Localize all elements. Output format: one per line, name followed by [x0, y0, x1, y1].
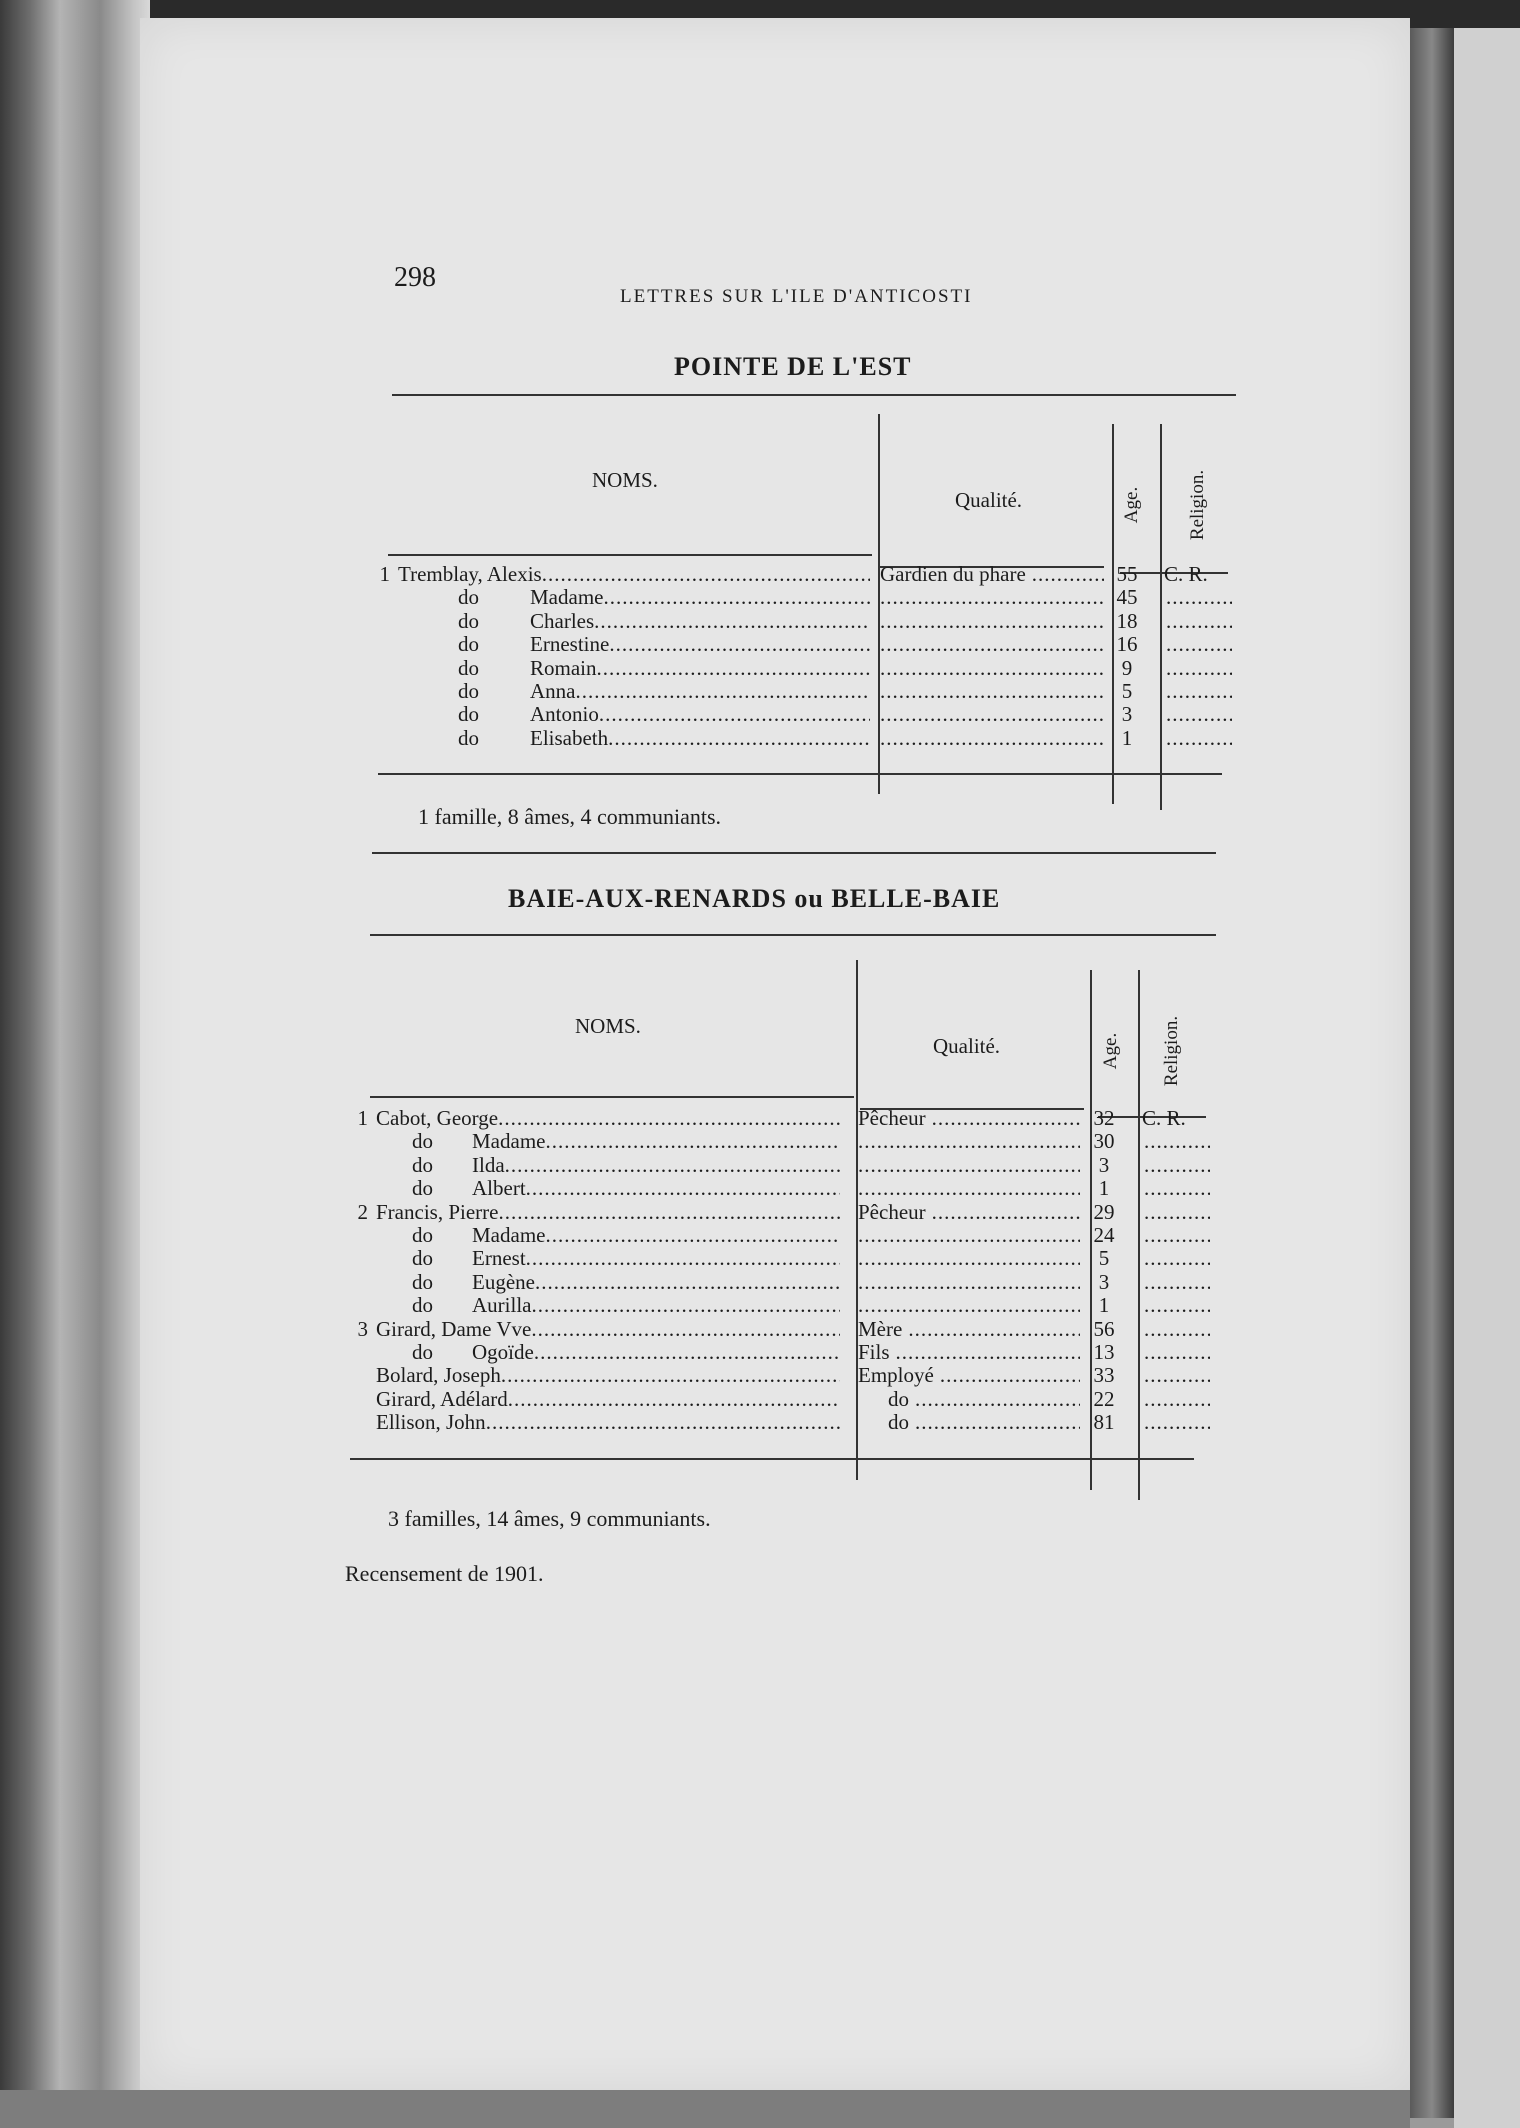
- header-rule-noms: [388, 554, 872, 556]
- table-row: [0, 1293, 1520, 1317]
- ditto-mark: do: [412, 1152, 433, 1177]
- qualite: [880, 702, 1104, 726]
- qualite: [858, 1200, 1080, 1224]
- table-top-rule: [392, 394, 1236, 396]
- leader-dots: [880, 585, 1104, 609]
- person-name: [472, 1153, 840, 1177]
- leader-dots: [908, 1317, 1080, 1341]
- table-bottom-rule: [378, 773, 1222, 775]
- section-summary: 1 famille, 8 âmes, 4 communiants.: [418, 804, 722, 829]
- person-name: [530, 585, 870, 609]
- table-row: [0, 656, 1520, 680]
- qualite: [880, 656, 1104, 680]
- leader-dots: [545, 1223, 840, 1247]
- table-top-rule: [370, 934, 1216, 936]
- person-name-text: Cabot, George: [376, 1106, 499, 1130]
- person-name-text: Girard, Adélard: [376, 1386, 508, 1411]
- person-name: [376, 1387, 840, 1411]
- religion: [1142, 1410, 1210, 1434]
- header-religion: Religion.: [1187, 469, 1208, 541]
- ditto-mark: do: [412, 1293, 433, 1318]
- leader-dots: [531, 1293, 840, 1317]
- qualite: [858, 1129, 1080, 1153]
- qualite: [888, 1387, 1080, 1411]
- leader-dots: [880, 632, 1104, 656]
- table-row: [0, 726, 1520, 750]
- qualite: [858, 1317, 1080, 1341]
- table-row: [0, 1363, 1520, 1387]
- leader-dots: [603, 585, 870, 609]
- leader-dots: [576, 679, 871, 703]
- leader-dots: [599, 702, 870, 726]
- person-name: [530, 609, 870, 633]
- table-row: [0, 1387, 1520, 1411]
- religion: [1142, 1176, 1210, 1200]
- family-number: 3: [357, 1316, 368, 1341]
- person-name: [472, 1270, 840, 1294]
- person-name-text: Elisabeth: [530, 725, 609, 750]
- age-value: 55: [1116, 562, 1138, 586]
- person-name: [472, 1340, 840, 1364]
- person-name: [376, 1317, 840, 1341]
- ditto-mark: do: [412, 1340, 433, 1364]
- person-name: [472, 1176, 840, 1200]
- page-gutter: [1410, 28, 1454, 2118]
- table-row: [0, 1270, 1520, 1294]
- leader-dots: [531, 1317, 840, 1341]
- scan-bottom-border: [0, 2090, 1410, 2128]
- age-value: 33: [1093, 1363, 1115, 1388]
- header-age: Age.: [1121, 486, 1142, 524]
- leader-dots: [534, 1340, 840, 1364]
- ditto-mark: do: [412, 1129, 433, 1154]
- person-name: [530, 726, 870, 750]
- age-value: 81: [1093, 1410, 1115, 1435]
- leader-dots: [880, 609, 1104, 633]
- ditto-mark: do: [412, 1269, 433, 1294]
- age-value: 5: [1098, 1246, 1110, 1271]
- qualite-text: Fils: [858, 1340, 890, 1364]
- facing-page: [1454, 28, 1520, 2128]
- religion: [1142, 1293, 1210, 1317]
- religion: [1164, 609, 1232, 633]
- age-value: 24: [1093, 1223, 1115, 1247]
- table-row: [0, 1106, 1520, 1130]
- person-name: [376, 1410, 840, 1434]
- qualite: [858, 1246, 1080, 1270]
- table-row: [0, 702, 1520, 726]
- leader-dots: [508, 1387, 840, 1411]
- family-number: 1: [379, 562, 390, 586]
- person-name-text: Albert: [472, 1176, 526, 1201]
- section-separator-rule: [372, 852, 1216, 854]
- person-name-text: Ernestine: [530, 632, 610, 657]
- leader-dots: [501, 1363, 840, 1387]
- qualite: [858, 1106, 1080, 1130]
- age-value: 3: [1098, 1152, 1110, 1177]
- qualite: [858, 1176, 1080, 1200]
- person-name: [376, 1200, 840, 1224]
- header-qualite: Qualité.: [933, 1034, 1001, 1058]
- person-name-text: Ernest: [472, 1246, 526, 1271]
- person-name-text: Madame: [472, 1129, 546, 1154]
- person-name-text: Girard, Dame Vve: [376, 1316, 532, 1341]
- qualite-text: do: [888, 1410, 909, 1435]
- leader-dots: [505, 1153, 840, 1177]
- age-value: 18: [1116, 608, 1138, 633]
- religion: [1142, 1387, 1210, 1411]
- section-summary: 3 familles, 14 âmes, 9 communiants.: [388, 1506, 711, 1531]
- religion: [1142, 1200, 1210, 1224]
- section-title-pointe-de-lest: POINTE DE L'EST: [674, 352, 912, 381]
- leader-dots: [608, 726, 870, 750]
- person-name-text: Madame: [530, 585, 604, 610]
- qualite-text: Pêcheur: [858, 1199, 926, 1224]
- person-name: [472, 1246, 840, 1270]
- table-bottom-rule: [350, 1458, 1194, 1460]
- person-name-text: Aurilla: [472, 1293, 532, 1318]
- qualite: [880, 562, 1104, 586]
- table-row: [0, 1129, 1520, 1153]
- qualite: [858, 1223, 1080, 1247]
- qualite: [880, 585, 1104, 609]
- leader-dots: [940, 1363, 1080, 1387]
- religion: [1142, 1270, 1210, 1294]
- religion: C. R.: [1142, 1106, 1186, 1130]
- age-value: 1: [1098, 1176, 1110, 1201]
- age-value: 13: [1093, 1340, 1115, 1364]
- person-name-text: Ellison, John: [376, 1410, 486, 1435]
- leader-dots: [880, 702, 1104, 726]
- person-name: [530, 632, 870, 656]
- ditto-mark: do: [458, 655, 479, 680]
- qualite: [858, 1270, 1080, 1294]
- person-name-text: Tremblay, Alexis: [398, 562, 542, 586]
- religion: [1142, 1153, 1210, 1177]
- family-number: 2: [357, 1199, 368, 1224]
- age-value: 22: [1093, 1386, 1115, 1411]
- leader-dots: [535, 1270, 840, 1294]
- person-name: [530, 702, 870, 726]
- person-name: [376, 1363, 840, 1387]
- table-row: [0, 1153, 1520, 1177]
- person-name: [376, 1106, 840, 1130]
- leader-dots: [597, 656, 871, 680]
- leader-dots: [545, 1129, 840, 1153]
- leader-dots: [609, 632, 870, 656]
- age-value: 30: [1093, 1129, 1115, 1154]
- religion: [1164, 702, 1232, 726]
- table-row: [0, 1223, 1520, 1247]
- person-name-text: Romain: [530, 655, 597, 680]
- book-left-edge: [0, 0, 150, 2128]
- ditto-mark: do: [412, 1176, 433, 1201]
- religion: [1142, 1340, 1210, 1364]
- qualite: [880, 632, 1104, 656]
- person-name: [530, 656, 870, 680]
- person-name-text: Ilda: [472, 1152, 505, 1177]
- footnote: Recensement de 1901.: [345, 1561, 544, 1586]
- religion: [1142, 1317, 1210, 1341]
- leader-dots: [932, 1200, 1080, 1224]
- religion: [1164, 632, 1232, 656]
- qualite-text: Employé: [858, 1363, 934, 1388]
- person-name-text: Ogoïde: [472, 1340, 534, 1364]
- qualite: [858, 1363, 1080, 1387]
- leader-dots: [498, 1106, 840, 1130]
- leader-dots: [858, 1153, 1080, 1177]
- person-name: [398, 562, 870, 586]
- person-name-text: Anna: [530, 679, 576, 703]
- person-name-text: Charles: [530, 608, 595, 633]
- religion: [1164, 726, 1232, 750]
- header-noms: NOMS.: [575, 1014, 641, 1038]
- qualite: [880, 679, 1104, 703]
- religion: [1164, 656, 1232, 680]
- age-value: 3: [1121, 702, 1133, 727]
- leader-dots: [858, 1223, 1080, 1247]
- age-value: 1: [1121, 725, 1133, 750]
- leader-dots: [594, 609, 870, 633]
- leader-dots: [486, 1410, 840, 1434]
- qualite-text: Pêcheur: [858, 1106, 926, 1130]
- qualite-text: Gardien du phare: [880, 562, 1026, 586]
- leader-dots: [858, 1246, 1080, 1270]
- leader-dots: [915, 1410, 1080, 1434]
- age-value: 45: [1116, 585, 1138, 610]
- table-row: [0, 1176, 1520, 1200]
- religion: [1142, 1223, 1210, 1247]
- person-name-text: Eugène: [472, 1269, 535, 1294]
- leader-dots: [1032, 562, 1104, 586]
- ditto-mark: do: [458, 679, 479, 703]
- header-age: Age.: [1100, 1032, 1121, 1070]
- person-name-text: Francis, Pierre: [376, 1199, 499, 1224]
- religion: [1142, 1129, 1210, 1153]
- age-value: 9: [1121, 655, 1133, 680]
- person-name-text: Bolard, Joseph: [376, 1363, 501, 1388]
- table-row: [0, 1410, 1520, 1434]
- person-name: [472, 1293, 840, 1317]
- leader-dots: [858, 1176, 1080, 1200]
- leader-dots: [932, 1106, 1080, 1130]
- leader-dots: [896, 1340, 1080, 1364]
- age-value: 16: [1116, 632, 1138, 657]
- leader-dots: [858, 1129, 1080, 1153]
- religion: [1142, 1363, 1210, 1387]
- age-value: 3: [1098, 1269, 1110, 1294]
- qualite: [880, 609, 1104, 633]
- page-number: 298: [394, 262, 436, 293]
- age-value: 29: [1093, 1199, 1115, 1224]
- ditto-mark: do: [412, 1246, 433, 1271]
- ditto-mark: do: [458, 702, 479, 727]
- person-name-text: Madame: [472, 1223, 546, 1247]
- leader-dots: [915, 1387, 1080, 1411]
- leader-dots: [880, 656, 1104, 680]
- header-qualite: Qualité.: [955, 488, 1023, 512]
- leader-dots: [858, 1270, 1080, 1294]
- age-value: 1: [1098, 1293, 1110, 1318]
- religion: [1142, 1246, 1210, 1270]
- header-noms: NOMS.: [592, 468, 658, 492]
- person-name-text: Antonio: [530, 702, 599, 727]
- leader-dots: [880, 679, 1104, 703]
- person-name: [472, 1129, 840, 1153]
- ditto-mark: do: [458, 632, 479, 657]
- qualite: [858, 1340, 1080, 1364]
- qualite: [888, 1410, 1080, 1434]
- age-value: 32: [1093, 1106, 1115, 1130]
- person-name: [472, 1223, 840, 1247]
- header-religion: Religion.: [1161, 1015, 1182, 1087]
- leader-dots: [526, 1176, 840, 1200]
- qualite: [858, 1153, 1080, 1177]
- ditto-mark: do: [458, 608, 479, 633]
- religion: [1164, 585, 1232, 609]
- religion: [1164, 679, 1232, 703]
- table-row: [0, 679, 1520, 703]
- religion: C. R.: [1164, 562, 1208, 586]
- table-row: [0, 1200, 1520, 1224]
- running-head: LETTRES SUR L'ILE D'ANTICOSTI: [620, 286, 973, 307]
- ditto-mark: do: [412, 1223, 433, 1247]
- table-row: [0, 632, 1520, 656]
- leader-dots: [498, 1200, 840, 1224]
- leader-dots: [526, 1246, 840, 1270]
- leader-dots: [858, 1293, 1080, 1317]
- person-name: [530, 679, 870, 703]
- qualite: [858, 1293, 1080, 1317]
- qualite-text: do: [888, 1386, 909, 1411]
- table-row: [0, 1340, 1520, 1364]
- table-row: [0, 609, 1520, 633]
- table-row: [0, 1317, 1520, 1341]
- age-value: 5: [1121, 679, 1133, 703]
- ditto-mark: do: [458, 585, 479, 610]
- family-number: 1: [357, 1106, 368, 1130]
- table-row: [0, 585, 1520, 609]
- header-rule-noms: [370, 1096, 854, 1098]
- leader-dots: [542, 562, 870, 586]
- table-row: [0, 1246, 1520, 1270]
- book-page: [140, 18, 1410, 2090]
- table-row: [0, 562, 1520, 586]
- leader-dots: [880, 726, 1104, 750]
- age-value: 56: [1093, 1316, 1115, 1341]
- qualite-text: Mère: [858, 1316, 903, 1341]
- qualite: [880, 726, 1104, 750]
- ditto-mark: do: [458, 725, 479, 750]
- section-title-baie-aux-renards: BAIE-AUX-RENARDS ou BELLE-BAIE: [508, 884, 1001, 913]
